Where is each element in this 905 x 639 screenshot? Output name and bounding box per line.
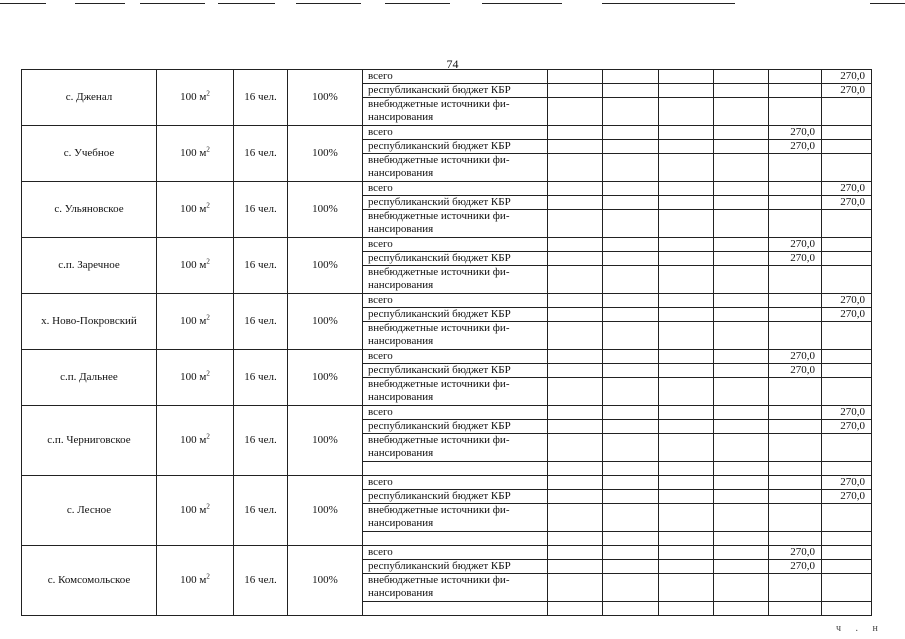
empty-cell — [603, 364, 659, 378]
empty-cell — [714, 476, 769, 490]
area-cell — [157, 238, 234, 294]
budget-source-label: республиканский бюджет КБР — [363, 196, 548, 210]
empty-cell — [548, 462, 603, 476]
empty-cell — [659, 532, 714, 546]
amount-cell — [822, 364, 872, 378]
table-row — [22, 350, 872, 364]
empty-cell — [714, 210, 769, 238]
budget-source-label: всего — [363, 182, 548, 196]
amount-cell: 270,0 — [822, 476, 872, 490]
table-row — [22, 238, 872, 252]
empty-cell — [822, 98, 872, 126]
amount-cell: 270,0 — [822, 84, 872, 98]
budget-source-label: внебюджетные источники фи-нансирования — [363, 98, 548, 126]
empty-cell — [548, 252, 603, 266]
empty-cell — [659, 462, 714, 476]
area-unit: м — [199, 91, 207, 103]
empty-cell — [603, 294, 659, 308]
amount-cell: 270,0 — [769, 252, 822, 266]
area-cell — [157, 406, 234, 476]
empty-cell — [714, 238, 769, 252]
empty-cell — [603, 266, 659, 294]
empty-cell — [659, 238, 714, 252]
area-unit: м — [199, 574, 207, 586]
amount-cell — [769, 70, 822, 84]
empty-cell — [714, 154, 769, 182]
area-unit: м — [199, 371, 207, 383]
empty-cell — [659, 210, 714, 238]
empty-cell — [603, 126, 659, 140]
empty-cell — [659, 546, 714, 560]
budget-source-label: внебюджетные источники фи-нансирования — [363, 378, 548, 406]
empty-cell — [603, 490, 659, 504]
empty-cell — [548, 420, 603, 434]
empty-cell — [548, 266, 603, 294]
empty-cell — [714, 196, 769, 210]
amount-cell — [822, 252, 872, 266]
empty-cell — [603, 532, 659, 546]
empty-cell — [603, 378, 659, 406]
amount-cell: 270,0 — [822, 182, 872, 196]
area-cell — [157, 70, 234, 126]
area-cell — [157, 476, 234, 546]
empty-cell — [548, 322, 603, 350]
area-value: 100 — [180, 371, 197, 383]
empty-cell — [714, 140, 769, 154]
table-row — [22, 546, 872, 560]
empty-cell — [714, 490, 769, 504]
empty-cell — [659, 266, 714, 294]
empty-cell — [548, 490, 603, 504]
empty-cell — [603, 98, 659, 126]
empty-cell — [659, 182, 714, 196]
people-count: 16 чел. — [234, 126, 288, 182]
area-unit: м — [199, 504, 207, 516]
area-unit: м — [199, 315, 207, 327]
percent-value: 100% — [288, 350, 363, 406]
budget-source-label: республиканский бюджет КБР — [363, 84, 548, 98]
empty-cell — [603, 560, 659, 574]
amount-cell — [822, 238, 872, 252]
empty-cell — [714, 350, 769, 364]
people-count: 16 чел. — [234, 182, 288, 238]
empty-cell — [769, 210, 822, 238]
budget-source-label: внебюджетные источники фи-нансирования — [363, 574, 548, 602]
amount-cell: 270,0 — [769, 140, 822, 154]
empty-cell — [659, 154, 714, 182]
empty-cell — [822, 574, 872, 602]
empty-cell — [659, 294, 714, 308]
empty-cell — [659, 322, 714, 350]
empty-cell — [603, 504, 659, 532]
amount-cell — [769, 84, 822, 98]
empty-cell — [603, 308, 659, 322]
empty-cell — [548, 294, 603, 308]
area-value: 100 — [180, 91, 197, 103]
empty-cell — [659, 126, 714, 140]
amount-cell: 270,0 — [822, 294, 872, 308]
budget-source-label: республиканский бюджет КБР — [363, 140, 548, 154]
area-cell — [157, 546, 234, 616]
area-value: 100 — [180, 504, 197, 516]
empty-cell — [714, 70, 769, 84]
empty-cell — [548, 434, 603, 462]
area-exponent: 2 — [206, 502, 210, 511]
empty-cell — [769, 504, 822, 532]
empty-cell — [769, 602, 822, 616]
area-exponent: 2 — [206, 145, 210, 154]
empty-cell — [659, 420, 714, 434]
empty-cell — [714, 602, 769, 616]
empty-cell — [714, 98, 769, 126]
empty-cell — [714, 294, 769, 308]
table-row — [22, 294, 872, 308]
budget-source-label: внебюджетные источники фи-нансирования — [363, 322, 548, 350]
amount-cell — [822, 140, 872, 154]
empty-cell — [603, 462, 659, 476]
people-count: 16 чел. — [234, 238, 288, 294]
area-value: 100 — [180, 315, 197, 327]
budget-source-label: всего — [363, 476, 548, 490]
budget-source-label: республиканский бюджет КБР — [363, 252, 548, 266]
empty-cell — [603, 154, 659, 182]
place-name: с. Дженал — [22, 70, 157, 126]
area-value: 100 — [180, 574, 197, 586]
people-count: 16 чел. — [234, 476, 288, 546]
empty-cell — [659, 98, 714, 126]
empty-cell — [659, 504, 714, 532]
place-name: с. Ульяновское — [22, 182, 157, 238]
place-name: с.п. Дальнее — [22, 350, 157, 406]
empty-cell — [769, 378, 822, 406]
amount-cell — [822, 126, 872, 140]
empty-cell — [714, 364, 769, 378]
empty-cell — [714, 182, 769, 196]
empty-cell — [769, 532, 822, 546]
budget-source-label: республиканский бюджет КБР — [363, 490, 548, 504]
empty-cell — [714, 378, 769, 406]
amount-cell — [769, 196, 822, 210]
empty-cell — [548, 154, 603, 182]
empty-cell — [548, 476, 603, 490]
amount-cell: 270,0 — [769, 126, 822, 140]
table-row — [22, 406, 872, 420]
area-cell — [157, 182, 234, 238]
page-number: 74 — [446, 57, 459, 71]
empty-cell — [659, 308, 714, 322]
empty-cell — [714, 406, 769, 420]
empty-cell — [714, 252, 769, 266]
place-name: с. Учебное — [22, 126, 157, 182]
empty-cell — [659, 406, 714, 420]
empty-cell — [659, 350, 714, 364]
amount-cell: 270,0 — [822, 490, 872, 504]
percent-value: 100% — [288, 182, 363, 238]
empty-cell — [548, 602, 603, 616]
people-count: 16 чел. — [234, 294, 288, 350]
empty-cell — [822, 210, 872, 238]
budget-source-label: республиканский бюджет КБР — [363, 364, 548, 378]
empty-cell — [659, 574, 714, 602]
amount-cell: 270,0 — [769, 364, 822, 378]
empty-cell — [714, 308, 769, 322]
place-name: с. Лесное — [22, 476, 157, 546]
empty-cell — [548, 210, 603, 238]
percent-value: 100% — [288, 406, 363, 476]
empty-cell — [659, 84, 714, 98]
area-cell — [157, 294, 234, 350]
budget-source-label: всего — [363, 546, 548, 560]
amount-cell: 270,0 — [769, 560, 822, 574]
empty-cell — [548, 140, 603, 154]
budget-source-label: республиканский бюджет КБР — [363, 308, 548, 322]
empty-cell — [603, 350, 659, 364]
empty-cell — [822, 504, 872, 532]
empty-cell — [603, 406, 659, 420]
empty-cell — [659, 252, 714, 266]
table-body — [22, 70, 872, 616]
percent-value: 100% — [288, 546, 363, 616]
area-exponent: 2 — [206, 257, 210, 266]
empty-cell — [548, 546, 603, 560]
empty-cell — [603, 140, 659, 154]
empty-cell — [603, 70, 659, 84]
amount-cell — [769, 182, 822, 196]
empty-cell — [659, 490, 714, 504]
area-value: 100 — [180, 434, 197, 446]
empty-cell — [714, 434, 769, 462]
amount-cell — [769, 490, 822, 504]
empty-cell — [714, 546, 769, 560]
empty-cell — [769, 154, 822, 182]
budget-source-label: республиканский бюджет КБР — [363, 420, 548, 434]
empty-cell — [659, 378, 714, 406]
area-value: 100 — [180, 203, 197, 215]
area-unit: м — [199, 259, 207, 271]
percent-value: 100% — [288, 294, 363, 350]
empty-cell — [714, 574, 769, 602]
table-row — [22, 476, 872, 490]
amount-cell: 270,0 — [769, 546, 822, 560]
area-exponent: 2 — [206, 572, 210, 581]
amount-cell: 270,0 — [822, 308, 872, 322]
table-row — [22, 182, 872, 196]
area-exponent: 2 — [206, 313, 210, 322]
amount-cell — [769, 294, 822, 308]
empty-cell — [659, 364, 714, 378]
empty-cell — [363, 462, 548, 476]
amount-cell — [769, 406, 822, 420]
budget-source-label: всего — [363, 70, 548, 84]
empty-cell — [548, 70, 603, 84]
empty-cell — [363, 532, 548, 546]
empty-cell — [714, 560, 769, 574]
empty-cell — [659, 560, 714, 574]
empty-cell — [548, 196, 603, 210]
empty-cell — [603, 574, 659, 602]
empty-cell — [659, 70, 714, 84]
empty-cell — [548, 182, 603, 196]
empty-cell — [714, 84, 769, 98]
empty-cell — [603, 196, 659, 210]
empty-cell — [769, 98, 822, 126]
area-value: 100 — [180, 147, 197, 159]
amount-cell — [822, 546, 872, 560]
amount-cell: 270,0 — [769, 238, 822, 252]
empty-cell — [603, 182, 659, 196]
amount-cell: 270,0 — [822, 406, 872, 420]
empty-cell — [659, 602, 714, 616]
empty-cell — [769, 462, 822, 476]
empty-cell — [603, 238, 659, 252]
percent-value: 100% — [288, 70, 363, 126]
percent-value: 100% — [288, 238, 363, 294]
scan-mark: ч . н — [836, 623, 884, 634]
area-unit: м — [199, 203, 207, 215]
area-exponent: 2 — [206, 369, 210, 378]
empty-cell — [603, 252, 659, 266]
empty-cell — [769, 434, 822, 462]
area-unit: м — [199, 434, 207, 446]
budget-source-label: республиканский бюджет КБР — [363, 560, 548, 574]
budget-table — [21, 69, 872, 616]
empty-cell — [603, 476, 659, 490]
empty-cell — [603, 322, 659, 350]
empty-cell — [769, 574, 822, 602]
budget-source-label: внебюджетные источники фи-нансирования — [363, 504, 548, 532]
empty-cell — [548, 84, 603, 98]
amount-cell: 270,0 — [822, 196, 872, 210]
empty-cell — [659, 140, 714, 154]
empty-cell — [822, 378, 872, 406]
percent-value: 100% — [288, 476, 363, 546]
budget-source-label: внебюджетные источники фи-нансирования — [363, 434, 548, 462]
budget-source-label: внебюджетные источники фи-нансирования — [363, 266, 548, 294]
table-row — [22, 70, 872, 84]
area-cell — [157, 350, 234, 406]
empty-cell — [548, 532, 603, 546]
empty-cell — [714, 504, 769, 532]
people-count: 16 чел. — [234, 350, 288, 406]
budget-source-label: внебюджетные источники фи-нансирования — [363, 210, 548, 238]
empty-cell — [769, 266, 822, 294]
empty-cell — [548, 350, 603, 364]
budget-source-label: всего — [363, 294, 548, 308]
amount-cell — [769, 308, 822, 322]
people-count: 16 чел. — [234, 70, 288, 126]
empty-cell — [714, 462, 769, 476]
empty-cell — [822, 322, 872, 350]
empty-cell — [714, 126, 769, 140]
empty-cell — [659, 476, 714, 490]
amount-cell: 270,0 — [769, 350, 822, 364]
empty-cell — [548, 574, 603, 602]
empty-cell — [603, 546, 659, 560]
empty-cell — [603, 210, 659, 238]
empty-cell — [548, 98, 603, 126]
amount-cell — [822, 350, 872, 364]
empty-cell — [822, 602, 872, 616]
area-exponent: 2 — [206, 201, 210, 210]
empty-cell — [603, 434, 659, 462]
area-exponent: 2 — [206, 89, 210, 98]
amount-cell: 270,0 — [822, 420, 872, 434]
empty-cell — [603, 84, 659, 98]
amount-cell — [769, 420, 822, 434]
area-cell — [157, 126, 234, 182]
empty-cell — [714, 322, 769, 350]
budget-source-label: всего — [363, 350, 548, 364]
empty-cell — [548, 378, 603, 406]
area-unit: м — [199, 147, 207, 159]
empty-cell — [659, 196, 714, 210]
area-value: 100 — [180, 259, 197, 271]
empty-cell — [548, 406, 603, 420]
budget-source-label: всего — [363, 238, 548, 252]
place-name: с.п. Черниговское — [22, 406, 157, 476]
people-count: 16 чел. — [234, 546, 288, 616]
empty-cell — [769, 322, 822, 350]
amount-cell: 270,0 — [822, 70, 872, 84]
empty-cell — [822, 532, 872, 546]
empty-cell — [603, 420, 659, 434]
amount-cell — [822, 560, 872, 574]
empty-cell — [548, 364, 603, 378]
empty-cell — [548, 126, 603, 140]
budget-source-label: внебюджетные источники фи-нансирования — [363, 154, 548, 182]
empty-cell — [822, 462, 872, 476]
table-row — [22, 126, 872, 140]
area-exponent: 2 — [206, 432, 210, 441]
empty-cell — [822, 154, 872, 182]
empty-cell — [714, 266, 769, 294]
people-count: 16 чел. — [234, 406, 288, 476]
empty-cell — [548, 504, 603, 532]
budget-source-label: всего — [363, 126, 548, 140]
place-name: с. Комсомольское — [22, 546, 157, 616]
empty-cell — [603, 602, 659, 616]
empty-cell — [548, 560, 603, 574]
empty-cell — [822, 266, 872, 294]
percent-value: 100% — [288, 126, 363, 182]
place-name: с.п. Заречное — [22, 238, 157, 294]
empty-cell — [714, 532, 769, 546]
empty-cell — [822, 434, 872, 462]
budget-source-label: всего — [363, 406, 548, 420]
amount-cell — [769, 476, 822, 490]
empty-cell — [548, 238, 603, 252]
empty-cell — [548, 308, 603, 322]
empty-cell — [363, 602, 548, 616]
empty-cell — [659, 434, 714, 462]
empty-cell — [714, 420, 769, 434]
place-name: х. Ново-Покровский — [22, 294, 157, 350]
